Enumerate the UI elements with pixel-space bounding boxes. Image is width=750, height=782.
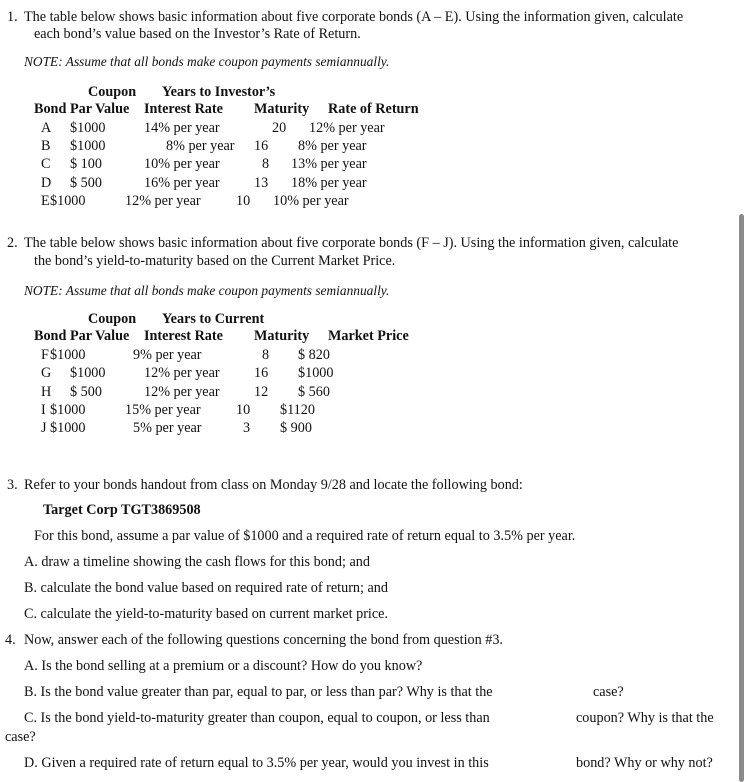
q2-row-g-coupon: 12% per year (144, 365, 220, 381)
q1-row-c-years: 8 (262, 156, 270, 172)
q1-header-rate: Interest Rate (144, 101, 223, 117)
q1-row-a-coupon: 14% per year (144, 120, 220, 136)
q2-note: NOTE: Assume that all bonds make coupon payments semiannually. (24, 283, 390, 298)
q1-header-rate-of-return: Rate of Return (328, 101, 419, 117)
q2-row-f-years: 8 (262, 347, 270, 363)
q2-header-maturity: Maturity (254, 328, 310, 344)
q1-row-c-coupon: 10% per year (144, 156, 220, 172)
q2-row-f-price: $ 820 (298, 347, 330, 363)
q2-row-h-coupon: 12% per year (144, 384, 220, 400)
q1-row-c-par: $ 100 (70, 156, 102, 172)
q2-header-coupon: Coupon (88, 311, 137, 327)
q2-row-j-years: 3 (243, 420, 251, 436)
q1-header-years: Years to Investor’s (162, 84, 276, 100)
q1-row-b-years: 16 (254, 138, 269, 154)
q4-item-b-continued: case? (593, 684, 624, 700)
q1-header-coupon: Coupon (88, 84, 137, 100)
q4-item-d-continued: bond? Why or why not? (576, 755, 713, 771)
q2-line1: The table below shows basic information about five corporate bonds (F – J). Using the information given, calculate (24, 235, 679, 251)
q2-row-g-years: 16 (254, 365, 269, 381)
q1-line1: The table below shows basic information about five corporate bonds (A – E). Using the information given, calculate (24, 9, 684, 25)
q2-header-market-price: Market Price (328, 328, 409, 344)
q1-row-a-id: A (41, 120, 52, 136)
q2-row-i-price: $1120 (280, 402, 315, 418)
q2-row-g-par: $1000 (70, 365, 106, 381)
q1-row-b-coupon: 8% per year (166, 138, 235, 154)
q3-bond-name: Target Corp TGT3869508 (43, 502, 201, 518)
q4-item-b: B. Is the bond value greater than par, equal to par, or less than par? Why is that the (24, 684, 493, 700)
q4-item-c-wrap: case? (5, 729, 36, 745)
q4-item-c-continued: coupon? Why is that the (576, 710, 714, 726)
q1-row-b-id: B (41, 138, 51, 154)
q1-row-d-par: $ 500 (70, 175, 102, 191)
q1-header-maturity: Maturity (254, 101, 310, 117)
vertical-scrollbar[interactable] (739, 214, 744, 782)
q2-row-i-id: I (41, 402, 46, 418)
q1-row-b-par: $1000 (70, 138, 106, 154)
q1-row-a-return: 12% per year (309, 120, 385, 136)
q3-item-c: C. calculate the yield-to-maturity based on current market price. (24, 606, 388, 622)
q1-row-c-return: 13% per year (291, 156, 367, 172)
q2-header-rate: Interest Rate (144, 328, 223, 344)
q3-number: 3. (7, 477, 18, 493)
q2-row-h-id: H (41, 384, 52, 400)
q1-row-d-id: D (41, 175, 52, 191)
q2-row-j-id: J (41, 420, 47, 436)
q4-item-d: D. Given a required rate of return equal to 3.5% per year, would you invest in this (24, 755, 489, 771)
q1-header-par: Par Value (70, 101, 130, 117)
q2-number: 2. (7, 235, 18, 251)
q1-row-b-return: 8% per year (298, 138, 367, 154)
q4-line1: Now, answer each of the following questions concerning the bond from question #3. (24, 632, 503, 648)
q2-row-h-price: $ 560 (298, 384, 330, 400)
q2-row-g-price: $1000 (298, 365, 334, 381)
q2-row-h-par: $ 500 (70, 384, 102, 400)
q3-assumption: For this bond, assume a par value of $1000 and a required rate of return equal to 3.5% per year. (34, 528, 576, 544)
q1-header-bond: Bond (34, 101, 67, 117)
q1-row-e-return: 10% per year (273, 193, 349, 209)
q2-row-j-par: $1000 (50, 420, 86, 436)
q2-line2: the bond’s yield-to-maturity based on the Current Market Price. (34, 253, 396, 269)
q4-item-a: A. Is the bond selling at a premium or a discount? How do you know? (24, 658, 423, 674)
q4-item-c: C. Is the bond yield-to-maturity greater than coupon, equal to coupon, or less than (24, 710, 490, 726)
q1-row-a-years: 20 (272, 120, 287, 136)
q2-row-h-years: 12 (254, 384, 269, 400)
q1-row-d-years: 13 (254, 175, 269, 191)
q1-row-e-years: 10 (236, 193, 251, 209)
q1-row-a-par: $1000 (70, 120, 106, 136)
q2-row-f-coupon: 9% per year (133, 347, 202, 363)
q3-item-b: B. calculate the bond value based on required rate of return; and (24, 580, 388, 596)
q2-header-bond: Bond (34, 328, 67, 344)
q1-row-e-id: E (41, 193, 50, 209)
q1-row-d-return: 18% per year (291, 175, 367, 191)
q1-row-d-coupon: 16% per year (144, 175, 220, 191)
q2-row-f-par: $1000 (50, 347, 86, 363)
q2-row-i-years: 10 (236, 402, 251, 418)
q1-row-e-par: $1000 (50, 193, 86, 209)
q2-row-g-id: G (41, 365, 52, 381)
q2-row-j-coupon: 5% per year (133, 420, 202, 436)
q4-number: 4. (5, 632, 16, 648)
q1-number: 1. (7, 9, 18, 25)
q2-header-par: Par Value (70, 328, 130, 344)
q1-row-e-coupon: 12% per year (125, 193, 201, 209)
q1-row-c-id: C (41, 156, 51, 172)
q1-line2: each bond’s value based on the Investor’s Rate of Return. (34, 26, 361, 42)
q2-row-f-id: F (41, 347, 49, 363)
q1-note: NOTE: Assume that all bonds make coupon payments semiannually. (24, 54, 390, 69)
q2-row-i-coupon: 15% per year (125, 402, 201, 418)
q3-item-a: A. draw a timeline showing the cash flows for this bond; and (24, 554, 370, 570)
q3-line1: Refer to your bonds handout from class on Monday 9/28 and locate the following bond: (24, 477, 523, 493)
q2-row-j-price: $ 900 (280, 420, 312, 436)
q2-header-years: Years to Current (162, 311, 265, 327)
q2-row-i-par: $1000 (50, 402, 86, 418)
